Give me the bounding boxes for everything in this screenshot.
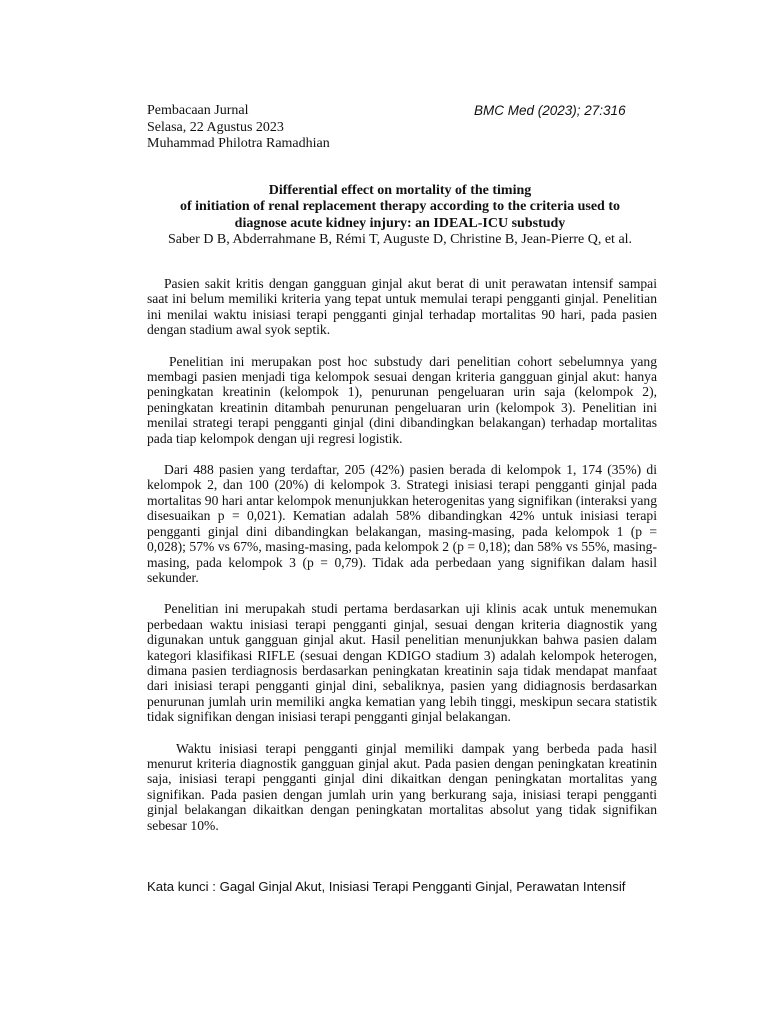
- presenter-name: Muhammad Philotra Ramadhian: [147, 136, 330, 151]
- paragraph-discussion: Penelitian ini merupakah studi pertama berdasarkan uji klinis acak untuk menemukan perbedaan waktu inisiasi terapi pengganti ginjal, sesuai dengan kriteria diagnostik yang digunakan untuk gangguan ginjal akut. Hasil penelitian menunjukkan bahwa pasien dalam kategori klasifikasi RIFLE (sesuai dengan KDIGO stadium 3) adalah kelompok heterogen, dimana pasien terdiagnosis berdasarkan peningkatan kreatinin saja tidak mendapat manfaat dari inisiasi terapi pengganti ginjal dini, sebaliknya, pasien yang didiagnosis berdasarkan penurunan jumlah urin memiliki angka kematian yang lebih tinggi, meskipun secara statistik tidak signifikan dengan inisiasi terapi pengganti ginjal belakangan.: [147, 601, 657, 725]
- journal-citation: BMC Med (2023); 27:316: [474, 103, 626, 118]
- paragraph-background: Pasien sakit kritis dengan gangguan ginjal akut berat di unit perawatan intensif sampai saat ini belum memiliki kriteria yang tepat untuk memulai terapi pengganti ginjal. Penelitian ini menilai waktu inisiasi terapi pengganti ginjal terhadap mortalitas 90 hari, pada pasien dengan stadium awal syok septik.: [147, 276, 657, 338]
- paragraph-results: Dari 488 pasien yang terdaftar, 205 (42%) pasien berada di kelompok 1, 174 (35%) di kelompok 2, dan 100 (20%) di kelompok 3. Strategi inisiasi terapi pengganti ginjal pada mortalitas 90 hari antar kelompok menunjukkan heterogenitas yang signifikan (interaksi yang disesuaikan p = 0,021). Kematian adalah 58% dibandingkan 42% untuk inisiasi terapi pengganti ginjal dini dibandingkan belakangan, masing-masing, pada kelompok 1 (p = 0,028); 57% vs 67%, masing-masing, pada kelompok 2 (p = 0,18); dan 58% vs 55%, masing-masing, pada kelompok 3 (p = 0,79). Tidak ada perbedaan yang signifikan dalam hasil sekunder.: [147, 462, 657, 585]
- article-title-line: of initiation of renal replacement therapy according to the criteria used to: [179, 199, 620, 215]
- keywords-line: Kata kunci : Gagal Ginjal Akut, Inisiasi Terapi Pengganti Ginjal, Perawatan Intensif: [147, 879, 626, 894]
- article-title-line: diagnose acute kidney injury: an IDEAL-ICU substudy: [234, 215, 566, 231]
- header-info: [147, 103, 330, 153]
- article-heading: [140, 183, 660, 248]
- article-authors: Saber D B, Abderrahmane B, Rémi T, Auguste D, Christine B, Jean-Pierre Q, et al.: [167, 231, 633, 247]
- paragraph-conclusion: Waktu inisiasi terapi pengganti ginjal memiliki dampak yang berbeda pada hasil menurut kriteria diagnostik gangguan ginjal akut. Pada pasien dengan peningkatan kreatinin saja, inisiasi terapi pengganti ginjal dini dikaitkan dengan peningkatan mortalitas yang signifikan. Pada pasien dengan jumlah urin yang berkurang saja, inisiasi terapi pengganti ginjal belakangan dikaitkan dengan peningkatan mortalitas absolut yang tidak signifikan sebesar 10%.: [147, 740, 657, 833]
- journal-reading-label: Pembacaan Jurnal: [147, 103, 249, 118]
- summary-body: [147, 276, 657, 849]
- article-title: [140, 183, 660, 232]
- article-title-line: Differential effect on mortality of the timing: [268, 183, 532, 198]
- paragraph-methods: Penelitian ini merupakan post hoc substudy dari penelitian cohort sebelumnya yang membagi pasien menjadi tiga kelompok sesuai dengan kriteria gangguan ginjal akut: hanya peningkatan kreatinin (kelompok 1), penurunan pengeluaran urin saja (kelompok 2), peningkatan kreatinin ditambah penurunan pengeluaran urin (kelompok 3). Penelitian ini menilai strategi terapi pengganti ginjal (dini dibandingkan belakangan) terhadap mortalitas pada tiap kelompok dengan uji regresi logistik.: [147, 353, 657, 446]
- reading-date: Selasa, 22 Agustus 2023: [147, 119, 284, 135]
